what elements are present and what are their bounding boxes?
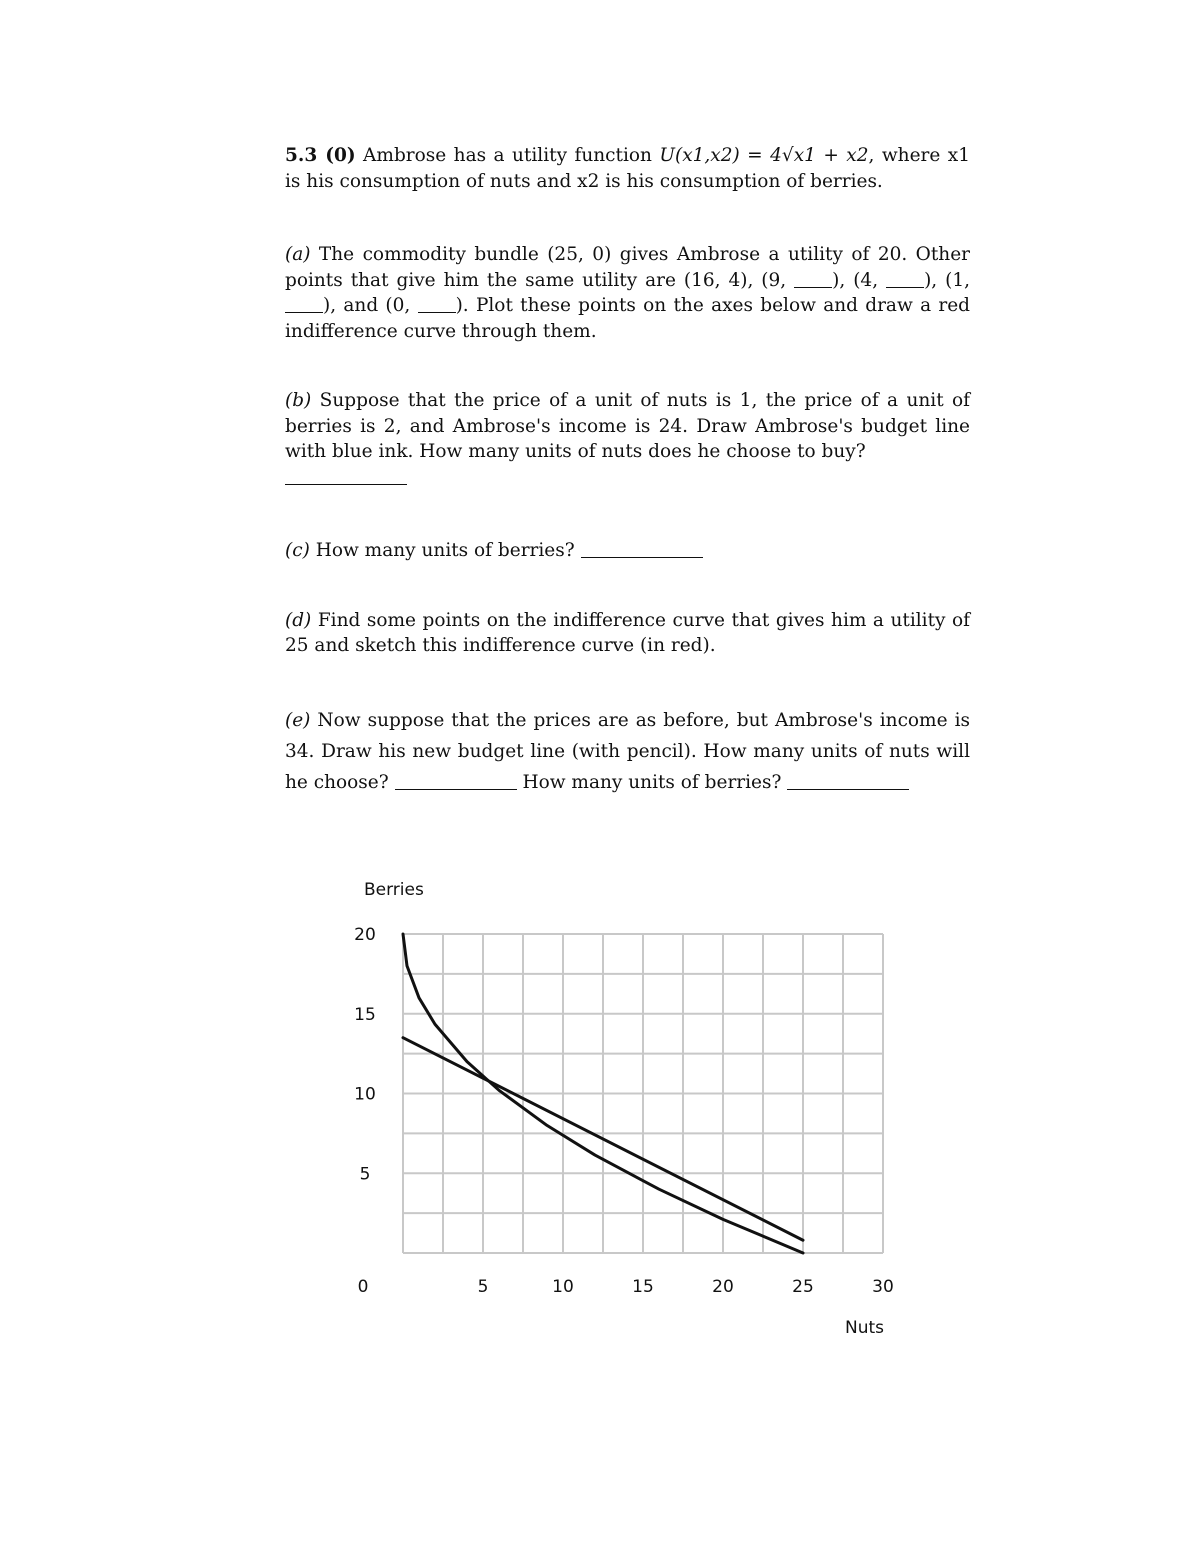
part-a-text-4: ), and (0, <box>323 295 411 316</box>
part-e-text-2: How many units of berries? <box>522 771 782 793</box>
y-axis-label: Berries <box>364 880 424 900</box>
x-axis-label: Nuts <box>845 1318 885 1338</box>
part-b <box>285 388 970 490</box>
problem-intro <box>285 143 970 194</box>
answer-blank-0[interactable] <box>418 294 456 313</box>
x-tick-label: 20 <box>712 1277 734 1297</box>
problem-number: 5.3 (0) <box>285 145 356 166</box>
part-e-text-1: Now suppose that the prices are as before, but Ambrose's income is 34. Draw his new budget line (with pencil). How many units of nuts will he choose? <box>285 709 970 793</box>
x-tick-label: 30 <box>872 1277 894 1297</box>
y-tick-label: 15 <box>354 1004 376 1025</box>
chart-grid <box>403 934 883 1253</box>
part-b-label: (b) <box>285 390 312 411</box>
part-d-label: (d) <box>285 609 312 631</box>
part-b-text: Suppose that the price of a unit of nuts is 1, the price of a unit of berries is 2, and Ambrose's income is 24. Draw Ambrose's budget line with blue ink. How many units of nuts does he choose to buy? <box>285 390 970 462</box>
part-d <box>285 608 970 659</box>
answer-blank-berries-e[interactable] <box>787 771 909 790</box>
part-d-text: Find some points on the indifference curve that gives him a utility of 25 and sketch this indifference curve (in red). <box>285 609 970 656</box>
indifference-chart <box>340 870 910 1350</box>
x-tick-label: 10 <box>552 1277 574 1297</box>
utility-formula: U(x1,x2) = 4√x1 + x2 <box>659 145 869 166</box>
answer-blank-nuts-b[interactable] <box>285 466 407 485</box>
part-a <box>285 242 970 344</box>
part-a-text-2: ), (4, <box>832 269 879 291</box>
part-c <box>285 538 970 564</box>
part-c-label: (c) <box>285 540 310 561</box>
x-tick-label: 0 <box>357 1277 369 1297</box>
part-a-text-5: ). Plot these points on the axes below and draw a red indifference curve through them. <box>285 295 971 342</box>
intro-text-a: Ambrose has a utility function <box>363 145 652 166</box>
x-tick-label: 5 <box>477 1277 489 1297</box>
answer-blank-berries-c[interactable] <box>581 539 703 558</box>
intro-text-b: , where x1 is his consumption of nuts and x2 is his consumption of berries. <box>285 145 970 192</box>
part-e-label: (e) <box>285 709 311 731</box>
answer-blank-9[interactable] <box>794 269 832 288</box>
answer-blank-4[interactable] <box>886 269 924 288</box>
answer-blank-nuts-e[interactable] <box>395 771 517 790</box>
problem-5-3 <box>285 143 970 798</box>
y-tick-label: 5 <box>359 1164 371 1185</box>
y-tick-label: 20 <box>354 925 376 945</box>
answer-blank-1[interactable] <box>285 294 323 313</box>
y-tick-label: 10 <box>354 1084 376 1105</box>
part-c-text: How many units of berries? <box>315 540 575 561</box>
part-a-text-1: The commodity bundle (25, 0) gives Ambrose a utility of 20. Other points that give him the same utility are (16, 4), (9, <box>285 244 970 291</box>
part-e <box>285 705 970 798</box>
x-tick-label: 15 <box>632 1277 654 1297</box>
x-tick-label: 25 <box>792 1277 814 1297</box>
part-a-label: (a) <box>285 244 311 265</box>
chart-ticks <box>354 925 894 1297</box>
part-a-text-3: ), (1, <box>924 269 970 291</box>
